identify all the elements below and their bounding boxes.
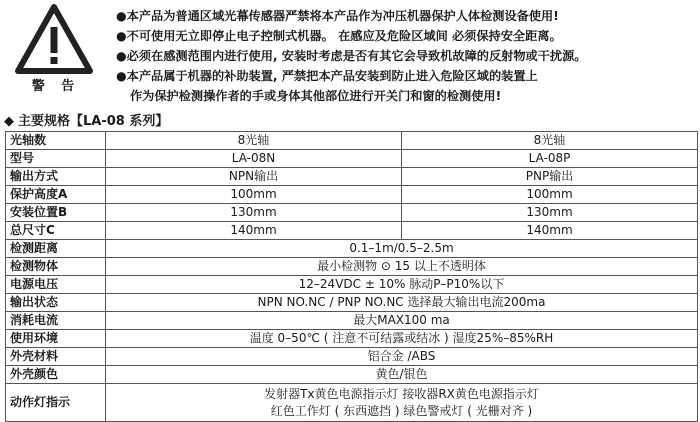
warning-line-1: ●本产品为普通区域光幕传感器严禁将本产品作为冲压机器保护人体检测设备使用! xyxy=(116,9,559,23)
table-row xyxy=(6,366,698,384)
cell-merged: 0.1–1m/0.5–2.5m xyxy=(106,240,698,258)
cell-right: 140mm xyxy=(402,222,698,240)
row-label: 型号 xyxy=(6,150,106,168)
table-row xyxy=(6,168,698,186)
row-label: 电源电压 xyxy=(6,276,106,294)
row-label: 总尺寸C xyxy=(6,222,106,240)
indicator-line-2: 红色工作灯 ( 东西遮挡 ) 绿色警戒灯 ( 光栅对齐 ) xyxy=(270,403,533,418)
cell-merged: 最大MAX100 ma xyxy=(106,312,698,330)
table-row xyxy=(6,384,698,422)
cell-merged: 12–24VDC ± 10% 脉动P–P10%以下 xyxy=(106,276,698,294)
warning-line-3: ●必须在感测范围内进行使用, 安装时考虑是否有其它会导致机故障的反射物或干扰源。 xyxy=(116,49,587,63)
row-label: 输出状态 xyxy=(6,294,106,312)
cell-left: 140mm xyxy=(106,222,402,240)
cell-left: 130mm xyxy=(106,204,402,222)
cell-merged: 最小检测物 ⊙ 15 以上不透明体 xyxy=(106,258,698,276)
warning-lines xyxy=(116,6,700,106)
cell-left: LA-08N xyxy=(106,150,402,168)
cell-merged: NPN NO.NC / PNP NO.NC 选择最大输出电流200ma xyxy=(106,294,698,312)
section-title-text: 主要规格【LA-08 系列】 xyxy=(18,114,169,129)
table-row xyxy=(6,150,698,168)
table-row xyxy=(6,330,698,348)
warning-line-2: ●不可使用无立即停止电子控制式机器。 在感应及危险区域间 必须保持安全距离。 xyxy=(116,29,562,43)
table-row xyxy=(6,204,698,222)
table-row xyxy=(6,222,698,240)
cell-left: 8光轴 xyxy=(106,132,402,150)
table-row xyxy=(6,240,698,258)
section-title xyxy=(4,110,168,129)
row-label: 光轴数 xyxy=(6,132,106,150)
cell-right: 130mm xyxy=(402,204,698,222)
cell-merged xyxy=(106,384,698,422)
table-row xyxy=(6,186,698,204)
cell-right: 100mm xyxy=(402,186,698,204)
row-label: 安装位置B xyxy=(6,204,106,222)
spec-table xyxy=(5,131,698,422)
diamond-bullet-icon: ◆ xyxy=(4,114,14,129)
warning-block xyxy=(0,0,700,104)
indicator-line-1: 发射器Tx黄色电源指示灯 接收器RX黄色电源指示灯 xyxy=(264,386,539,401)
row-label: 使用环境 xyxy=(6,330,106,348)
row-label: 保护高度A xyxy=(6,186,106,204)
cell-right: LA-08P xyxy=(402,150,698,168)
warning-triangle-icon xyxy=(14,3,94,75)
warning-caption: 警 告 xyxy=(31,79,81,94)
cell-left: 100mm xyxy=(106,186,402,204)
row-label: 外壳颜色 xyxy=(6,366,106,384)
row-label: 检测距离 xyxy=(6,240,106,258)
table-row xyxy=(6,258,698,276)
row-label: 外壳材料 xyxy=(6,348,106,366)
cell-merged: 铝合金 /ABS xyxy=(106,348,698,366)
table-row xyxy=(6,312,698,330)
row-label: 输出方式 xyxy=(6,168,106,186)
cell-merged: 黄色/银色 xyxy=(106,366,698,384)
cell-right: 8光轴 xyxy=(402,132,698,150)
cell-right: PNP输出 xyxy=(402,168,698,186)
table-row xyxy=(6,132,698,150)
table-row xyxy=(6,294,698,312)
warning-line-4: ●本产品属于机器的补助装置, 严禁把本产品安装到防止进入危险区域的装置上 xyxy=(116,69,538,83)
table-row xyxy=(6,276,698,294)
row-label: 消耗电流 xyxy=(6,312,106,330)
row-label: 检测物体 xyxy=(6,258,106,276)
cell-left: NPN输出 xyxy=(106,168,402,186)
table-row xyxy=(6,348,698,366)
row-label: 动作灯指示 xyxy=(6,384,106,422)
warning-line-5: 作为保护检测操作者的手或身体其他部位进行开关门和窗的检测使用! xyxy=(130,89,502,103)
cell-merged: 温度 0–50℃ ( 注意不可结露或结冰 ) 湿度25%–85%RH xyxy=(106,330,698,348)
